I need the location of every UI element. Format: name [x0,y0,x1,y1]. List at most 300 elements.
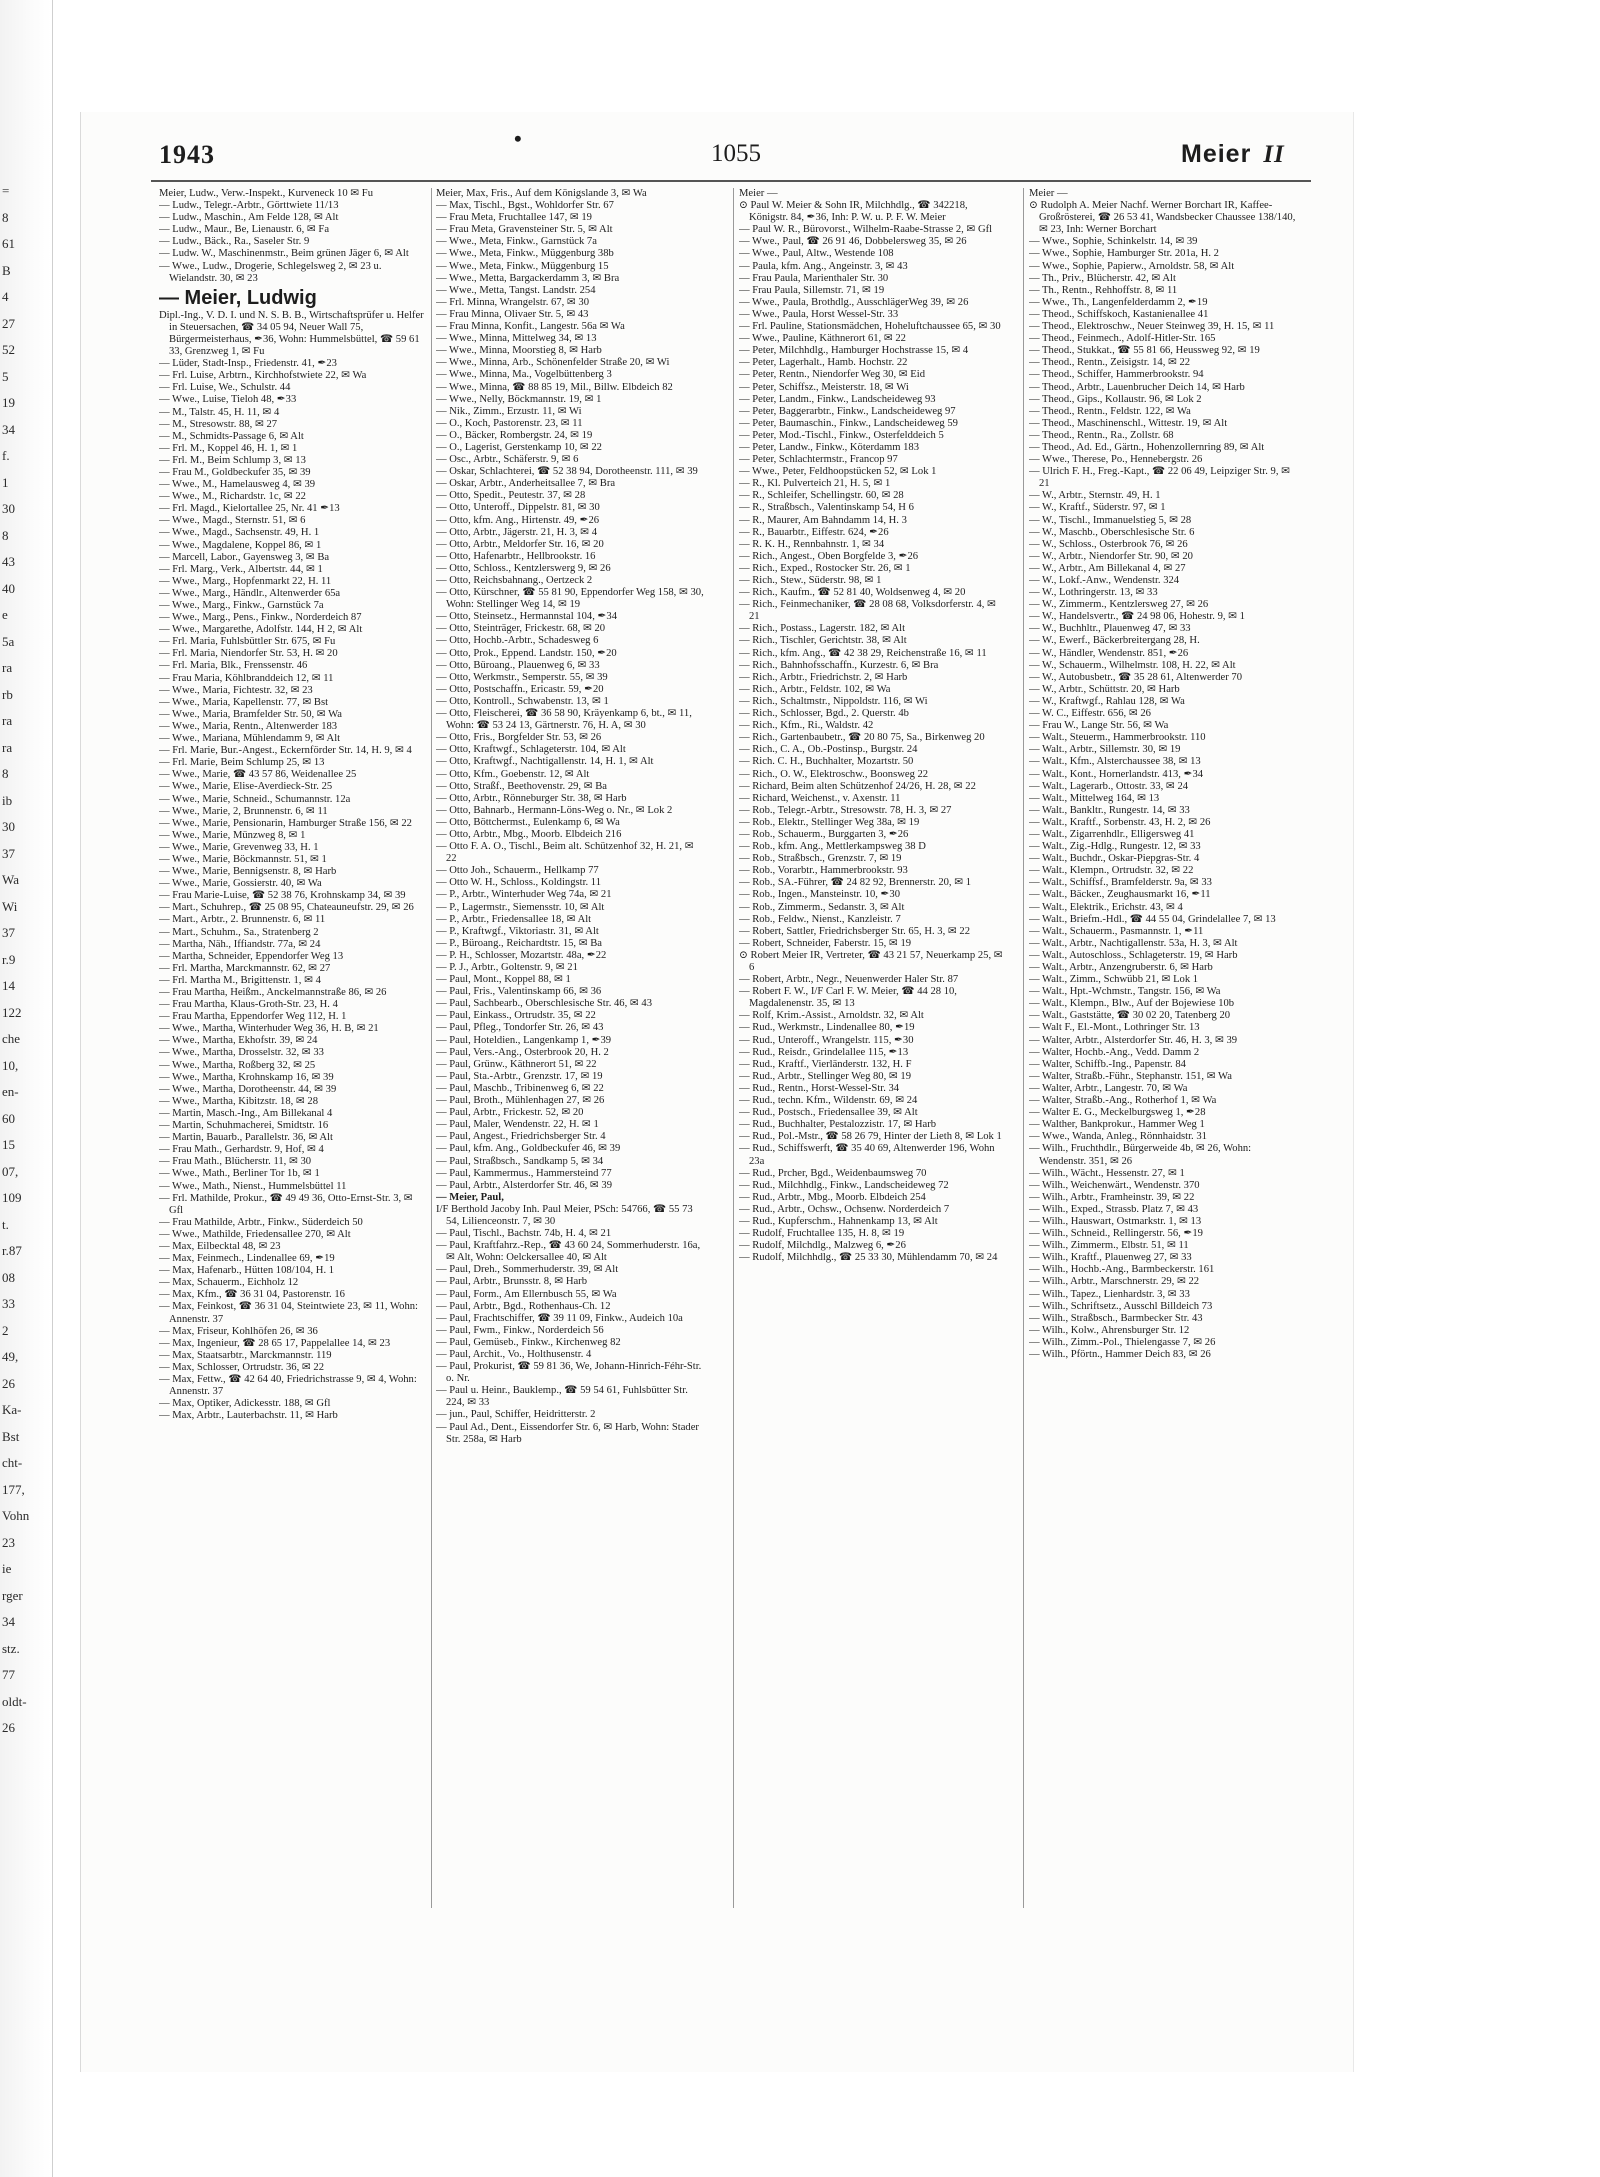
directory-entry: — Paul, Frachtschiffer, ☎ 39 11 09, Finkw., Audeich 10a [436,1312,683,1324]
directory-entry: — Walt F., El.-Mont., Lothringer Str. 13 [1029,1022,1200,1034]
directory-entry: — Wilh., Tapez., Lienhardstr. 3, ✉ 33 [1029,1288,1190,1300]
directory-entry: — P., Lagermstr., Siemensstr. 10, ✉ Alt [436,901,605,913]
directory-entry: — Walt., Autoschloss., Schlageterstr. 19, ✉ Harb [1029,949,1238,961]
directory-entry: — Wilh., Wächt., Hessenstr. 27, ✉ 1 [1029,1167,1185,1179]
directory-entry: — Wwe., Therese, Po., Hennebergstr. 26 [1029,454,1203,466]
directory-entry: — Oskar, Schlachterei, ☎ 52 38 94, Dorotheenstr. 111, ✉ 39 [436,466,698,478]
column-divider [733,188,734,1908]
directory-entry: — Paul, Hoteldien., Langenkamp 1, ✒39 [436,1034,612,1046]
directory-entry: — Paul, Sta.-Arbtr., Grenzstr. 17, ✉ 19 [436,1070,603,1082]
directory-entry: — Rud., Buchhalter, Pestalozzistr. 17, ✉ Harb [739,1119,937,1131]
directory-entry: — Rich., Postass., Lagerstr. 182, ✉ Alt [739,623,906,635]
directory-entry: — Otto, Kraftwgf., Schlageterstr. 104, ✉ Alt [436,744,626,756]
directory-entry: — Paul, Gemüseb., Finkw., Kirchenweg 82 [436,1336,621,1348]
directory-entry: — Rud., Unteroff., Wrangelstr. 115, ✒30 [739,1034,914,1046]
directory-entry: — Nik., Zimm., Erzustr. 11, ✉ Wi [436,405,582,417]
directory-entry: — Otto, Kfm., Goebenstr. 12, ✉ Alt [436,768,590,780]
directory-entry: — Theod., Ad. Ed., Gärtn., Hohenzollernring 89, ✉ Alt [1029,441,1265,453]
directory-entry: — Walt., Arbtr., Sillemstr. 30, ✉ 19 [1029,744,1181,756]
directory-entry: — Wwe., Peter, Feldhoopstücken 52, ✉ Lok 1 [739,466,937,478]
directory-entry: — Wilh., Weichenwärt., Wendenstr. 370 [1029,1179,1200,1191]
directory-entry: — Wwe., M., Richardstr. 1c, ✉ 22 [159,491,306,503]
directory-entry: — Rob., kfm. Ang., Mettlerkampsweg 38 D [739,841,926,853]
directory-entry: — Wwe., Nelly, Böckmannstr. 19, ✉ 1 [436,393,602,405]
margin-fragment: e [2,607,8,622]
directory-entry: — Wwe., M., Hamelausweg 4, ✉ 39 [159,479,316,491]
volume-label: II [1263,141,1285,168]
directory-entry: — Ludw. W., Maschinenmstr., Beim grünen Jäger 6, ✉ Alt [159,248,409,260]
directory-entry: — Otto, Reichsbahnang., Oertzeck 2 [436,575,593,586]
directory-entry: — Walt., Steuerm., Hammerbrookstr. 110 [1029,732,1206,744]
directory-entry: — Frl. Marg., Verk., Albertstr. 44, ✉ 1 [159,563,323,575]
directory-entry: — Frl. M., Beim Schlump 3, ✉ 13 [159,454,306,466]
margin-fragment: 07, [2,1163,19,1179]
directory-entry: — Mart., Arbtr., 2. Brunnenstr. 6, ✉ 11 [159,914,326,926]
directory-entry: — Walter, Schiffb.-Ing., Papenstr. 84 [1029,1058,1186,1070]
margin-fragment: rb [2,686,13,702]
directory-entry: — Otto, Steinsetz., Hermannstal 104, ✒34 [436,611,617,623]
directory-entry: — Wwe., Magdalene, Koppel 86, ✉ 1 [159,539,322,551]
directory-entry: — Wwe., Maria, Kapellenstr. 77, ✉ Bst [159,696,329,708]
margin-fragment: 37 [2,845,15,861]
directory-entry: — Wwe., Mariana, Mühlendamm 9, ✉ Alt [159,733,341,745]
directory-entry: — Richard, Weichenst., v. Axenstr. 11 [739,792,901,804]
directory-entry: I/F Berthold Jacoby Inh. Paul Meier, PSch: 54766, ☎ 55 73 54, Lilienceonstr. 7, ✉ 30 [436,1203,693,1227]
directory-entry: — M., Talstr. 45, H. 11, ✉ 4 [159,406,280,418]
margin-fragment: stz. [2,1640,20,1656]
directory-entry: — Otto, Schloss., Kentzlerswerg 9, ✉ 26 [436,562,611,574]
directory-entry: — Wwe., Marie, 2, Brunnenstr. 6, ✉ 11 [159,805,328,817]
directory-entry: — M., Stresowstr. 88, ✉ 27 [159,418,278,430]
directory-entry: — Theod., Feinmech., Adolf-Hitler-Str. 165 [1029,333,1216,345]
directory-entry: — Rich., Kfm., Ri., Waldstr. 42 [739,720,874,732]
margin-fragment: 26 [2,1720,15,1735]
directory-entry: — Walter, Straßb.-Führ., Stephanstr. 151, ✉ Wa [1029,1070,1232,1082]
directory-entry: — Paul, Angest., Friedrichsberger Str. 4 [436,1131,606,1143]
directory-entry: — Rich., C. A., Ob.-Postinsp., Burgstr. 24 [739,744,918,756]
directory-entry: — Peter, Schiffsz., Meisterstr. 18, ✉ Wi [739,381,909,393]
directory-entry: — Wwe., Marie, Pensionarin, Hamburger Straße 156, ✉ 22 [159,817,412,829]
directory-entry: — Otto, Bahnarb., Hermann-Löns-Weg o. Nr., ✉ Lok 2 [436,804,673,816]
margin-fragment: cht- [2,1455,23,1470]
directory-entry: — Rich., Angest., Oben Borgfelde 3, ✒26 [739,550,919,562]
directory-entry: — Frau Mathilde, Arbtr., Finkw., Süderdeich 50 [159,1216,363,1228]
directory-entry: — Walt., Bäcker., Zeughausmarkt 16, ✒11 [1029,889,1211,901]
directory-entry: — Rich., Kaufm., ☎ 52 81 40, Woldsenweg 4, ✉ 20 [739,587,966,599]
directory-entry: — Walter, Hochb.-Ang., Vedd. Damm 2 [1029,1046,1200,1058]
directory-entry: — Otto, Arbtr., Rönneburger Str. 38, ✉ Harb [436,792,627,804]
directory-entry: — Frau M., Goldbeckufer 35, ✉ 39 [159,466,311,478]
directory-entry: — Rich., Schaltmstr., Nippoldstr. 116, ✉ Wi [739,695,928,707]
directory-entry: — Frl. Marie, Bur.-Angest., Eckernförder Str. 14, H. 9, ✉ 4 [159,745,412,757]
directory-entry: Meier — [739,188,778,199]
directory-entry: — Theod., Gips., Kollaustr. 96, ✉ Lok 2 [1029,393,1202,405]
directory-entry: — Wwe., Paula, Brothdlg., AusschlägerWeg 39, ✉ 26 [739,296,969,308]
year-label: 1943 [159,140,215,169]
directory-entry: — Wwe., Martha, Drosselstr. 32, ✉ 33 [159,1047,324,1059]
directory-entry: — Wwe., Marie, Münzweg 8, ✉ 1 [159,829,306,841]
directory-entry: — Frl. Pauline, Stationsmädchen, Hoheluftchaussee 65, ✉ 30 [739,321,1001,333]
directory-entry: — Rolf, Krim.-Assist., Arnoldstr. 32, ✉ Alt [739,1010,924,1022]
directory-entry: — Paul, Fris., Valentinskamp 66, ✉ 36 [436,986,602,998]
directory-entry: — Lüder, Stadt-Insp., Friedenstr. 41, ✒23 [159,358,337,370]
margin-fragment: 27 [2,315,15,331]
directory-entry: — Otto, Arbtr., Mbg., Moorb. Elbdeich 216 [436,828,622,840]
directory-heading: — Meier, Ludwig [159,286,317,309]
directory-entry: — Paul, Straßbsch., Sandkamp 5, ✉ 34 [436,1155,604,1167]
directory-entry: — P., Kraftwgf., Viktoriastr. 31, ✉ Alt [436,925,599,937]
margin-fragment: 60 [2,1110,15,1126]
directory-entry: — Walt., Hpt.-Wchmstr., Tangstr. 156, ✉ Wa [1029,986,1221,998]
directory-entry: — Wwe., Ludw., Drogerie, Schlegelsweg 2, ✉ 23 u. Wielandstr. 30, ✉ 23 [159,260,382,284]
directory-entry: — Ludw., Maur., Be, Lienaustr. 6, ✉ Fa [159,224,330,236]
directory-entry: — Wwe., Martha, Kibitzstr. 18, ✉ 28 [159,1095,319,1107]
directory-entry: — Walt., Schauerm., Pasmannstr. 1, ✒11 [1029,925,1204,937]
directory-entry: — Wwe., Mathilde, Friedensallee 270, ✉ Alt [159,1228,351,1240]
directory-entry: — Walter, Arbtr., Alsterdorfer Str. 46, H. 3, ✉ 39 [1029,1034,1238,1046]
directory-entry: — Peter, Baumaschin., Finkw., Landscheideweg 59 [739,417,958,429]
directory-entry: — W., Lokf.-Anw., Wendenstr. 324 [1029,575,1180,586]
directory-entry: — Max, Ingenieur, ☎ 28 65 17, Pappelallee 14, ✉ 23 [159,1337,391,1349]
directory-entry: — Frl. M., Koppel 46, H. 1, ✉ 1 [159,442,298,454]
margin-fragment: r.9 [2,951,16,967]
directory-entry: — Frl. Maria, Fuhlsbüttler Str. 675, ✉ Fu [159,636,336,648]
directory-entry: — Paul, Broth., Mühlenhagen 27, ✉ 26 [436,1095,605,1107]
running-head-name: Meier [1181,140,1252,168]
directory-entry: — Otto, Werkmstr., Semperstr. 55, ✉ 39 [436,671,608,683]
margin-fragment: 122 [2,1004,22,1020]
margin-fragment: 40 [2,580,15,596]
directory-entry: — Walt., Arbtr., Nachtigallenstr. 53a, H. 3, ✉ Alt [1029,937,1238,949]
directory-entry: — Wwe., Minna, Arb., Schönenfelder Straße 20, ✉ Wi [436,357,670,369]
directory-entry: — Rob., Telegr.-Arbtr., Stresowstr. 78, H. 3, ✉ 27 [739,804,952,816]
directory-entry: — Walt., Kont., Hornerlandstr. 413, ✒34 [1029,768,1204,780]
margin-fragment: = [2,183,10,198]
directory-entry: — Wilh., Kolw., Ahrensburger Str. 12 [1029,1324,1190,1336]
header-rule [151,180,1311,182]
directory-entry: — Max, Kfm., ☎ 36 31 04, Pastorenstr. 16 [159,1289,345,1301]
directory-entry: — Max, Optiker, Adickesstr. 188, ✉ Gfl [159,1398,331,1410]
directory-entry: — Walt., Arbtr., Anzengruberstr. 6, ✉ Harb [1029,962,1213,973]
directory-entry: — W., Autobusbetr., ☎ 35 28 61, Altenwerder 70 [1029,671,1242,683]
directory-entry: — Wwe., Marie, Elise-Averdieck-Str. 25 [159,781,333,793]
directory-entry: — Walt., Klempn., Blw., Auf der Bojewiese 10b [1029,998,1235,1010]
directory-entry: — Wilh., Straßbsch., Barmbecker Str. 43 [1029,1312,1203,1324]
directory-entry: — Frau Martha, Klaus-Groth-Str. 23, H. 4 [159,999,338,1011]
directory-entry: — Rich., Tischler, Gerichtstr. 38, ✉ Alt [739,635,907,647]
directory-entry: — Otto, kfm. Ang., Hirtenstr. 49, ✒26 [436,514,600,526]
directory-entry: — Theod., Maschinenschl., Wittestr. 19, ✉ Alt [1029,417,1228,429]
directory-entry: — R., Straßbsch., Valentinskamp 54, H 6 [739,502,914,514]
directory-entry: — Ludw., Bäck., Ra., Saseler Str. 9 [159,236,310,248]
directory-column-4 [1029,188,1299,1908]
directory-entry: — Wwe., Metta, Tangst. Landstr. 254 [436,284,596,296]
directory-entry: — Wwe., Minna, ☎ 88 85 19, Mil., Billw. Elbdeich 82 [436,381,673,393]
directory-entry: ⊙ Rudolph A. Meier Nachf. Werner Borchart IR, Kaffee-Großrösterei, ☎ 26 53 41, Wandsbecker Chaussee 138/140, ✉ 23, Inh: Werner Borchart [1029,200,1296,236]
directory-entry: — Max, Feinmech., Lindenallee 69, ✒19 [159,1253,335,1265]
directory-entry: — Theod., Rentn., Zeisigstr. 14, ✉ 22 [1029,357,1191,369]
directory-entry: — Otto, Hafenarbtr., Hellbrookstr. 16 [436,550,596,562]
margin-fragment: 1 [2,474,9,490]
directory-entry: — Frl. Marie, Beim Schlump 25, ✉ 13 [159,757,325,769]
margin-fragment: che [2,1031,21,1046]
margin-fragment: ra [2,713,13,728]
directory-entry: — W., Maschb., Oberschlesische Str. 6 [1029,526,1195,538]
print-mark: • [514,126,522,151]
directory-entry: — Rich., Arbtr., Friedrichstr. 2, ✉ Harb [739,671,908,683]
directory-entry: — Rudolf, Milchdlg., Malzweg 6, ✒26 [739,1240,906,1252]
margin-fragment: 19 [2,395,15,410]
directory-entry: — Frau Minna, Olivaer Str. 5, ✉ 43 [436,308,589,320]
directory-entry: — Wilh., Zimm.-Pol., Thielengasse 7, ✉ 26 [1029,1336,1216,1348]
directory-entry: — Th., Priv., Blücherstr. 42, ✉ Alt [1029,272,1176,284]
directory-entry: — Rud., Milchhdlg., Finkw., Landscheideweg 72 [739,1179,949,1191]
directory-entry: — Paul, Pfleg., Tondorfer Str. 26, ✉ 43 [436,1022,604,1034]
directory-entry: — Mart., Schuhrep., ☎ 25 08 95, Chateauneufstr. 29, ✉ 26 [159,902,414,914]
directory-entry: ⊙ Paul W. Meier & Sohn IR, Milchhdlg., ☎ 342218, Königstr. 84, ✒36, Inh: P. W. u. P. F. W. Meier [739,200,968,224]
directory-entry: — Wwe., Magd., Sachsenstr. 49, H. 1 [159,527,320,539]
directory-entry: — P., Arbtr., Friedensallee 18, ✉ Alt [436,913,592,925]
directory-entry: — Frl. Magd., Kielortallee 25, Nr. 41 ✒13 [159,503,340,515]
running-head [1181,140,1285,169]
directory-entry: — Meier, Paul, [436,1191,504,1203]
directory-entry: — Peter, Rentn., Niendorfer Weg 30, ✉ Eid [739,369,925,381]
directory-entry: — W., Ewerf., Bäckerbreitergang 28, H. [1029,635,1200,647]
margin-fragment: 177, [2,1481,25,1497]
margin-fragment: 8 [2,766,9,781]
directory-entry: — Martha, Schneider, Eppendorfer Weg 13 [159,950,344,962]
directory-entry: — Wwe., Paul, Altw., Westende 108 [739,248,894,260]
directory-entry: — jun., Paul, Schiffer, Heidritterstr. 2 [436,1409,596,1421]
directory-entry: — W. C., Eiffestr. 656, ✉ 26 [1029,708,1151,720]
directory-entry: — Frau Meta, Gravensteiner Str. 5, ✉ Alt [436,224,613,236]
margin-fragment: 26 [2,1375,15,1391]
page-header [81,126,1353,180]
directory-entry: — Max, Feinkost, ☎ 36 31 04, Steintwiete 23, ✉ 11, Wohn: Annenstr. 37 [159,1301,418,1325]
directory-entry: — Rud., Kraftf., Vierländerstr. 132, H. F [739,1058,912,1070]
directory-column-1 [159,188,429,1908]
directory-entry: — Rob., Zimmerm., Sedanstr. 3, ✉ Alt [739,901,905,913]
directory-entry: — Paul, Arbtr., Brunsstr. 8, ✉ Harb [436,1276,588,1288]
directory-entry: — Peter, Baggerarbtr., Finkw., Landscheideweg 97 [739,405,956,417]
margin-fragment: 23 [2,1534,15,1550]
directory-entry: — Wilh., Exped., Strassb. Platz 7, ✉ 43 [1029,1203,1199,1215]
directory-entry: — Robert F. W., I/F Carl F. W. Meier, ☎ 44 28 10, Magdalenenstr. 35, ✉ 13 [739,986,957,1010]
directory-entry: — Frl. Minna, Wrangelstr. 67, ✉ 30 [436,296,590,308]
directory-entry: — Paul, Kammermus., Hammersteind 77 [436,1167,612,1179]
margin-fragment: ib [2,792,13,808]
directory-entry: — Mart., Schuhm., Sa., Stratenberg 2 [159,926,319,938]
directory-entry: — R., Schleifer, Schellingstr. 60, ✉ 28 [739,490,904,502]
directory-entry: — W., Arbtr., Sternstr. 49, H. 1 [1029,490,1161,502]
directory-entry: — Rich., Arbtr., Feldstr. 102, ✉ Wa [739,683,891,695]
margin-fragment: 37 [2,925,15,940]
directory-entry: — Robert, Schneider, Faberstr. 15, ✉ 19 [739,937,912,949]
margin-fragment: 30 [2,501,15,516]
directory-entry: — Wilh., Schriftsetz., Ausschl Billdeich 73 [1029,1300,1213,1312]
directory-entry: — Frau Marie-Luise, ☎ 52 38 76, Krohnskamp 34, ✉ 39 [159,890,406,902]
directory-entry: — Otto, Unteroff., Dippelstr. 81, ✉ 30 [436,502,600,514]
directory-entry: — Wwe., Margarethe, Adolfstr. 144, H 2, ✉ Alt [159,624,363,636]
directory-entry: — Theod., Stukkat., ☎ 55 81 66, Heussweg 92, ✉ 19 [1029,345,1260,357]
margin-fragment: B [2,262,11,278]
directory-entry: — Walt., Briefm.-Hdl., ☎ 44 55 04, Grindelallee 7, ✉ 13 [1029,913,1276,925]
directory-entry: — Wwe., Meta, Finkw., Müggenburg 15 [436,260,609,272]
directory-entry: — Wwe., Math., Berliner Tor 1b, ✉ 1 [159,1168,320,1180]
directory-entry: — Walt., Buchdr., Oskar-Piepgras-Str. 4 [1029,853,1200,865]
directory-entry: — Wwe., Marg., Händlr., Altenwerder 65a [159,587,341,599]
directory-entry: — P. H., Schlosser, Mozartstr. 48a, ✒22 [436,949,607,961]
directory-entry: — W., Händler, Wendenstr. 851, ✒26 [1029,647,1189,659]
margin-fragment: 77 [2,1667,15,1682]
directory-entry: — Paul, Grünw., Käthnerort 51, ✉ 22 [436,1058,597,1070]
directory-entry: — Paul, Arbtr., Bgd., Rothenhaus-Ch. 12 [436,1300,611,1312]
directory-page [80,112,1354,2072]
directory-entry: ⊙ Robert Meier IR, Vertreter, ☎ 43 21 57, Neuerkamp 25, ✉ 6 [739,949,1003,973]
directory-entry: — Walt., Zig.-Hdlg., Rungestr. 12, ✉ 33 [1029,841,1201,853]
directory-entry: — Rud., Rentn., Horst-Wessel-Str. 34 [739,1082,900,1094]
directory-entry: — Otto, Büroang., Plauenweg 6, ✉ 33 [436,659,600,671]
directory-entry: — Robert, Sattler, Friedrichsberger Str. 65, H. 3, ✉ 22 [739,925,970,937]
directory-entry: — Rob., Feldw., Nienst., Kanzleistr. 7 [739,913,901,925]
directory-entry: — Wwe., Magd., Sternstr. 51, ✉ 6 [159,515,306,527]
directory-entry: — Rud., Arbtr., Stellinger Weg 80, ✉ 19 [739,1070,912,1082]
directory-entry: — Ludw., Maschin., Am Felde 128, ✉ Alt [159,212,339,224]
directory-entry: — Max, Hafenarb., Hütten 108/104, H. 1 [159,1265,335,1277]
directory-entry: — Wwe., Maria, Fichtestr. 32, ✉ 23 [159,684,313,696]
directory-entry: — R., Bauarbtr., Eiffestr. 624, ✒26 [739,526,889,538]
directory-entry: — Wwe., Th., Langenfelderdamm 2, ✒19 [1029,296,1208,308]
directory-entry: — Frau Math., Gerhardstr. 9, Hof, ✉ 4 [159,1144,324,1156]
directory-entry: — Th., Rentn., Rehhoffstr. 8, ✉ 11 [1029,284,1178,296]
directory-entry: — Max, Arbtr., Lauterbachstr. 11, ✉ Harb [159,1410,338,1422]
directory-entry: — Rich., O. W., Elektroschw., Boonsweg 22 [739,768,929,780]
directory-entry: — Rud., Prcher, Bgd., Weidenbaumsweg 70 [739,1167,927,1179]
margin-fragment: ra [2,739,13,755]
directory-entry: — Otto, Fleischerei, ☎ 36 58 90, Kräyenkamp 6, bt., ✉ 11, Wohn: ☎ 53 24 13, Gärtnerstr. 76, H. A, ✉ 30 [436,708,692,732]
directory-entry: — Wwe., Martha, Dorotheenstr. 44, ✉ 39 [159,1083,337,1095]
directory-entry: — Frl. Maria, Niendorfer Str. 53, H. ✉ 20 [159,648,338,660]
directory-entry: — Walt., Zigarrenhdlr., Elligersweg 41 [1029,828,1195,840]
directory-entry: — Max, Staatsarbtr., Marckmannstr. 119 [159,1349,332,1361]
directory-entry: — Peter, Landw., Finkw., Köterdamm 183 [739,441,920,453]
directory-entry: — Paul, Fwm., Finkw., Norderdeich 56 [436,1324,604,1336]
directory-entry: — Wwe., Paula, Horst Wessel-Str. 33 [739,308,899,320]
directory-entry: — Wwe., Maria, Bramfelder Str. 50, ✉ Wa [159,708,342,720]
directory-entry: — Otto, Straßf., Beethovenstr. 29, ✉ Ba [436,780,607,792]
directory-entry: — Max, Tischl., Bgst., Wohldorfer Str. 67 [436,200,614,212]
margin-fragment: 8 [2,209,9,225]
directory-entry: — W., Schloss., Osterbrook 76, ✉ 26 [1029,538,1188,550]
directory-entry: — Rich., kfm. Ang., ☎ 42 38 29, Reichenstraße 16, ✉ 11 [739,647,987,659]
directory-entry: — Frau Paula, Marienthaler Str. 30 [739,272,889,284]
directory-entry: — Paul, Vers.-Ang., Osterbrook 20, H. 2 [436,1046,609,1058]
directory-entry: — Theod., Elektroschw., Neuer Steinweg 39, H. 15, ✉ 11 [1029,321,1275,333]
margin-fragment: 8 [2,527,9,543]
directory-entry: — Otto, Postschaffn., Ericastr. 59, ✒20 [436,683,604,695]
directory-entry: — Rud., Postsch., Friedensallee 39, ✉ Alt [739,1107,918,1119]
margin-fragment: t. [2,1216,9,1232]
directory-entry: — Paul, Einkass., Ortrudstr. 35, ✉ 22 [436,1010,596,1022]
directory-entry: — Frl. Luise, Arbtrn., Kirchhofstwiete 22, ✉ Wa [159,370,367,382]
directory-entry: — W., Schauerm., Wilhelmstr. 108, H. 22, ✉ Alt [1029,659,1236,671]
directory-entry: — Otto, Steinträger, Frickestr. 68, ✉ 20 [436,623,606,635]
margin-fragment: 4 [2,289,9,304]
directory-entry: — Wwe., Meta, Finkw., Müggenburg 38b [436,248,614,260]
directory-entry: — Paul, kfm. Ang., Goldbeckufer 46, ✉ 39 [436,1143,621,1155]
directory-entry: — W., Arbtr., Schüttstr. 20, ✉ Harb [1029,683,1180,695]
directory-entry: — Wwe., Meta, Finkw., Garnstück 7a [436,236,597,248]
directory-entry: — Walt., Klempn., Ortrudstr. 32, ✉ 22 [1029,865,1194,877]
directory-entry: — Otto, Kraftwgf., Nachtigallenstr. 14, H. 1, ✉ Alt [436,756,654,768]
directory-entry: — Frau Maria, Köhlbranddeich 12, ✉ 11 [159,672,334,684]
directory-entry: — Rud., Arbtr., Mbg., Moorb. Elbdeich 254 [739,1191,926,1203]
directory-entry: — Frl. Luise, We., Schulstr. 44 [159,382,291,394]
margin-fragment: Vohn [2,1508,30,1523]
directory-entry: — Max, Friseur, Kohlhöfen 26, ✉ 36 [159,1325,318,1337]
directory-entry: — Walt., Gaststätte, ☎ 30 02 20, Tatenberg 20 [1029,1010,1231,1022]
directory-entry: — Max, Schlosser, Ortrudstr. 36, ✉ 22 [159,1361,324,1373]
directory-entry: — Paul, Mont., Koppel 88, ✉ 1 [436,974,571,986]
directory-entry: — Walter, Straßb.-Ang., Rotherhof 1, ✉ Wa [1029,1095,1217,1107]
directory-entry: — Wwe., Sophie, Hamburger Str. 201a, H. 2 [1029,248,1219,260]
directory-column-2 [436,188,706,1908]
directory-entry: — Wwe., Pauline, Käthnerort 61, ✉ 22 [739,333,906,345]
directory-entry: — Frl. Mathilde, Prokur., ☎ 49 49 36, Otto-Ernst-Str. 3, ✉ Gfl [159,1192,413,1216]
directory-entry: — Rud., Kupferschm., Hahnenkamp 13, ✉ Alt [739,1215,938,1227]
directory-entry: — Frau Martha, Heißm., Anckelmannstraße 86, ✉ 26 [159,987,387,998]
directory-entry: — Theod., Rentn., Feldstr. 122, ✉ Wa [1029,405,1191,417]
directory-entry: — Paul W. R., Bürovorst., Wilhelm-Raabe-Strasse 2, ✉ Gfl [739,224,993,236]
directory-entry: — Paul, Maler, Wendenstr. 22, H. ✉ 1 [436,1119,599,1131]
directory-entry: — Marcell, Labor., Gayensweg 3, ✉ Ba [159,551,330,563]
directory-entry: — Wwe., Martha, Roßberg 32, ✉ 25 [159,1059,316,1071]
directory-entry: — Rich., Feinmechaniker, ☎ 28 08 68, Volksdorferstr. 4, ✉ 21 [739,599,996,623]
margin-fragment: en- [2,1084,19,1099]
directory-entry: — Frau Paula, Sillemstr. 71, ✉ 19 [739,284,885,296]
directory-entry: — Otto, Kontroll., Schwabenstr. 13, ✉ 1 [436,695,609,707]
directory-entry: — Otto, Arbtr., Jägerstr. 21, H. 3, ✉ 4 [436,526,598,538]
margin-fragment: Wi [2,898,18,914]
directory-entry: — Rud., techn. Kfm., Wildenstr. 69, ✉ 24 [739,1095,918,1107]
margin-fragment: 08 [2,1269,15,1285]
directory-entry: — Walt., Elektrik., Erichstr. 43, ✉ 4 [1029,901,1183,913]
column-divider [431,188,432,1908]
directory-entry: — Wwe., Marg., Finkw., Garnstück 7a [159,600,324,611]
directory-entry: — Rob., SA.-Führer, ☎ 24 82 92, Brennerstr. 20, ✉ 1 [739,877,972,889]
directory-entry: — Wilh., Pförtn., Hammer Deich 83, ✉ 26 [1029,1349,1211,1360]
directory-entry: — Rud., Reisdr., Grindelallee 115, ✒13 [739,1046,909,1058]
margin-fragment: 109 [2,1190,22,1205]
directory-entry: — Rich. C. H., Buchhalter, Mozartstr. 50 [739,756,914,768]
directory-entry: — Rich., Gartenbaubetr., ☎ 20 80 75, Sa., Birkenweg 20 [739,732,985,744]
directory-entry: — Peter, Mod.-Tischl., Finkw., Osterfelddeich 5 [739,429,944,441]
directory-entry: — O., Lagerist, Gerstenkamp 10, ✉ 22 [436,441,602,453]
directory-entry: — Theod., Schiffer, Hammerbrookstr. 94 [1029,369,1204,381]
directory-entry: — Walter, Arbtr., Langestr. 70, ✉ Wa [1029,1082,1188,1094]
margin-fragment: r.87 [2,1243,22,1258]
margin-fragment: rger [2,1587,23,1603]
margin-fragment: 14 [2,978,15,993]
directory-entry: — R. K. H., Rennbahnstr. 1, ✉ 34 [739,538,885,550]
margin-fragment: f. [2,448,10,463]
directory-entry: — Frau Martha, Eppendorfer Weg 112, H. 1 [159,1011,347,1023]
directory-entry: — Walther, Bankprokur., Hammer Weg 1 [1029,1119,1205,1131]
directory-entry: — Paul, Form., Am Ellernbusch 55, ✉ Wa [436,1288,617,1300]
directory-entry: — Frau W., Lange Str. 56, ✉ Wa [1029,720,1169,732]
directory-entry: — Otto, Spedit., Peutestr. 37, ✉ 28 [436,490,586,502]
directory-entry: — Wwe., Martha, Winterhuder Weg 36, H. B, ✉ 21 [159,1023,379,1035]
